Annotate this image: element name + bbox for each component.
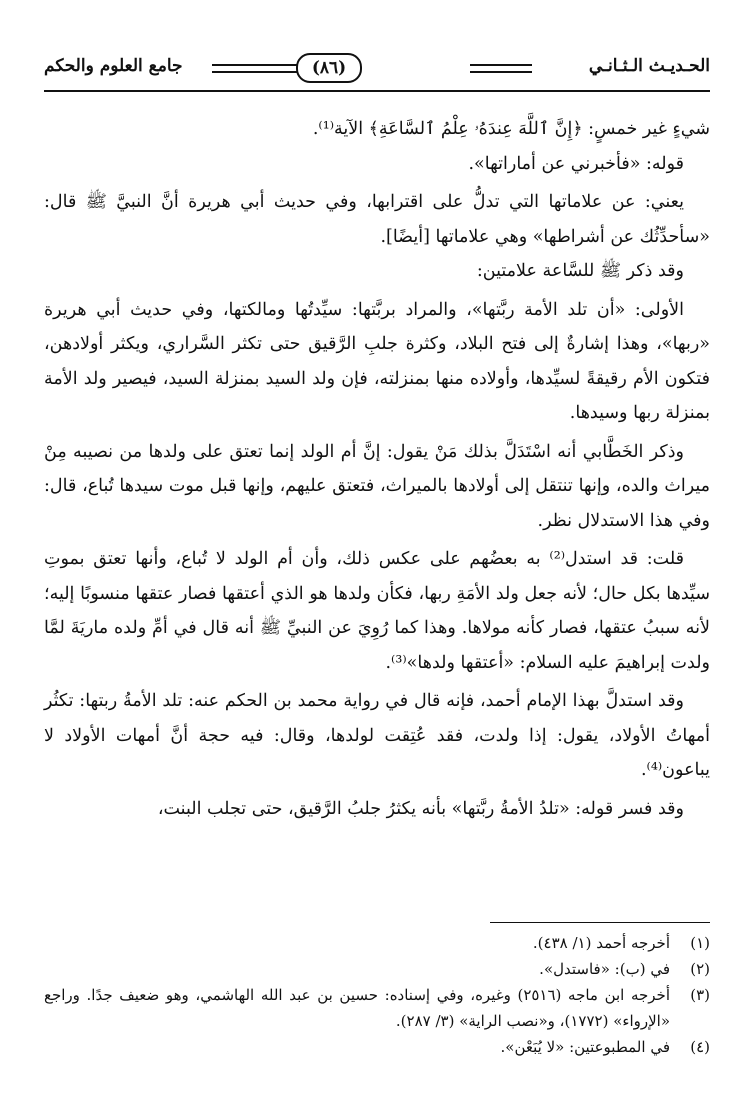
- paragraph: الأولى: «أن تلد الأمة ربَّتها»، والمراد بربَّتها: سيِّدتُها ومالكتها، وفي حديث أبي هريرة «ربها»، وهذا إشارةٌ إلى فتح البلاد، وكثرة جلبِ الرَّقيق حتى تكثر السَّراري، ويكثر أولادهن، فتكون الأم رقيقةً لسيِّدها، وأولاده منها بمنزلته، فإن ولد السيد بمنزلة السيد، فيصير ولد الأمة بمنزلة ربها وسيدها.: [44, 299, 710, 423]
- paragraph: وقد فسر قوله: «تلدُ الأمةُ ربَّتها» بأنه يكثرُ جلبُ الرَّقيق، حتى تجلب البنت،: [157, 798, 684, 819]
- paragraph: شيءٍ غير خمسٍ: ﴿إِنَّ ٱللَّهَ عِندَهُۥ عِلْمُ ٱلسَّاعَةِ﴾ الآية⁽¹⁾.: [312, 119, 710, 139]
- paragraph: وذكر الخَطَّابي أنه اسْتَدَلَّ بذلك مَنْ يقول: إنَّ أم الولد إنما تعتق على ولدها من نصيبه مِنْ ميراث والده، وإنها تنتقل إلى أولادها بالميراث، فتعتق عليهم، وإنها قبل موت سيدها تُباع، قال: وفي هذا الاستدلال نظر.: [44, 441, 710, 531]
- footnote: [44, 930, 710, 956]
- footnote-separator: [490, 922, 710, 923]
- header-double-rule: [470, 64, 532, 73]
- paragraph: وقد استدلَّ بهذا الإمام أحمد، فإنه قال في رواية محمد بن الحكم عنه: تلد الأمةُ ربتها: تكثُر أمهاتُ الأولاد، يقول: إذا ولدت، فقد عُتِقت لولدها، وقال: فيه حجة أنَّ أمهات الأولاد لا يباعون⁽⁴⁾.: [44, 691, 710, 780]
- paragraph: وقد ذكر ﷺ للسَّاعة علامتين:: [476, 261, 684, 281]
- footnote-text: في المطبوعتين: «لا يُبَعْن».: [500, 1038, 670, 1056]
- footnote-text: في (ب): «فاستدل».: [539, 960, 670, 978]
- footnote-number: (٣): [690, 986, 710, 1004]
- footnote: [44, 1034, 710, 1060]
- footnote-number: (٢): [690, 960, 710, 978]
- page-number: (٨٦): [296, 53, 362, 83]
- footnote-number: (٤): [690, 1038, 710, 1056]
- header-rule: [44, 90, 710, 92]
- footnotes: [44, 930, 710, 1060]
- footnote-text: أخرجه ابن ماجه (٢٥١٦) وغيره، وفي إسناده: حسين بن عبد الله الهاشمي، وهو ضعيف جدًا. وراجع «الإرواء» (١٧٧٢)، و«نصب الراية» (٣/ ٢٨٧).: [44, 986, 670, 1030]
- paragraph: قوله: «فأخبرني عن أماراتها».: [468, 153, 684, 174]
- header-double-rule: [212, 64, 297, 73]
- main-text: [44, 112, 710, 826]
- running-header: [44, 50, 710, 90]
- footnote: [44, 982, 710, 1034]
- footnote: [44, 956, 710, 982]
- paragraph: قلت: قد استدل⁽²⁾ به بعضُهم على عكس ذلك، وأن أم الولد لا تُباع، وأنها تعتق بموتِ سيِّدها بكل حال؛ لأنه جعل ولد الأمَةِ ربها، فكأن ولدها هو الذي أعتقها فصار عتقها منسوبًا إليه؛ لأنه سببُ عتقها، فصار كأنه مولاها. وهذا كما رُوِيَ عن النبيِّ ﷺ أنه قال في أمِّ ولده ماريَةَ لمَّا ولدت إبراهيمَ عليه السلام: «أعتقها ولدها»⁽³⁾.: [44, 549, 710, 673]
- footnote-number: (١): [690, 934, 710, 952]
- footnote-text: أخرجه أحمد (١/ ٤٣٨).: [532, 934, 670, 952]
- paragraph: يعني: عن علاماتها التي تدلُّ على اقترابها، وفي حديث أبي هريرة أنَّ النبيَّ ﷺ قال: «سأحدِّثُك عن أشراطها» وهي علاماتها [أيضًا].: [44, 192, 710, 247]
- book-title: جامع العلوم والحكم: [44, 56, 183, 76]
- chapter-title: الحـديـث الـثـانـي: [588, 56, 710, 76]
